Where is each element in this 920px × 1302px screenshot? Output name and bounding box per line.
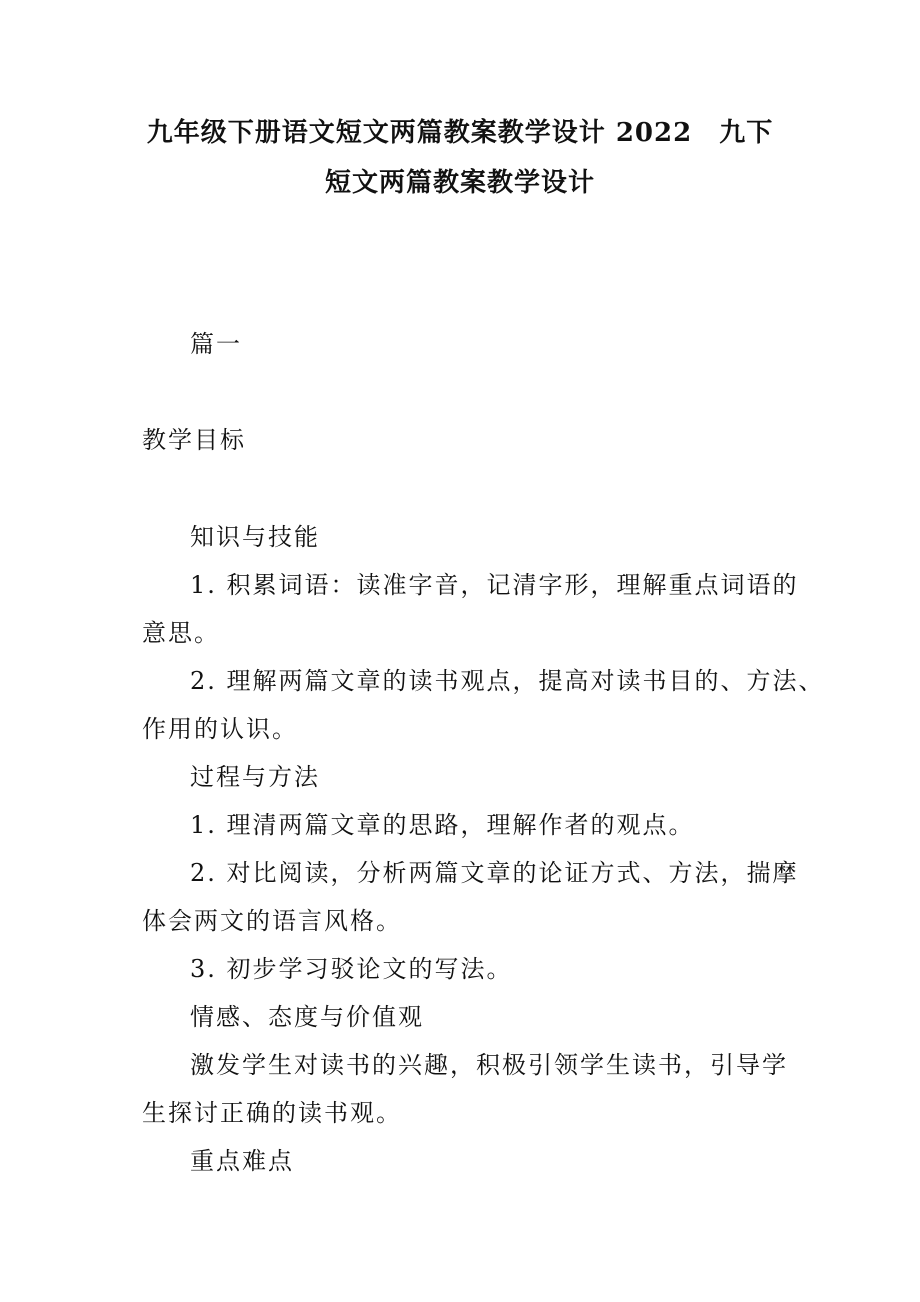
paragraph-line: 意思。 <box>142 619 220 647</box>
subheading-knowledge-skills: 知识与技能 <box>190 523 320 551</box>
heading-teaching-goals: 教学目标 <box>142 426 246 454</box>
document-title-line-1: 九年级下册语文短文两篇教案教学设计 2022 九下 <box>146 118 774 148</box>
subheading-process-methods: 过程与方法 <box>190 763 320 791</box>
paragraph-line: 1. 积累词语：读准字音，记清字形，理解重点词语的 <box>190 571 799 599</box>
subheading-emotion-values: 情感、态度与价值观 <box>190 1003 424 1031</box>
paragraph-line: 2. 对比阅读，分析两篇文章的论证方式、方法，揣摩 <box>190 859 799 887</box>
paragraph-line: 3. 初步学习驳论文的写法。 <box>190 955 513 983</box>
subheading-key-difficult-points: 重点难点 <box>190 1147 294 1175</box>
paragraph-line: 2. 理解两篇文章的读书观点，提高对读书目的、方法、 <box>190 667 825 695</box>
paragraph-line: 体会两文的语言风格。 <box>142 907 402 935</box>
paragraph-line: 作用的认识。 <box>142 715 298 743</box>
paragraph-line: 激发学生对读书的兴趣，积极引领学生读书，引导学 <box>190 1051 788 1079</box>
paragraph-line: 生探讨正确的读书观。 <box>142 1099 402 1127</box>
document-title-line-2: 短文两篇教案教学设计 <box>324 168 595 198</box>
paragraph-line: 1. 理清两篇文章的思路，理解作者的观点。 <box>190 811 695 839</box>
section-label: 篇一 <box>190 330 242 358</box>
